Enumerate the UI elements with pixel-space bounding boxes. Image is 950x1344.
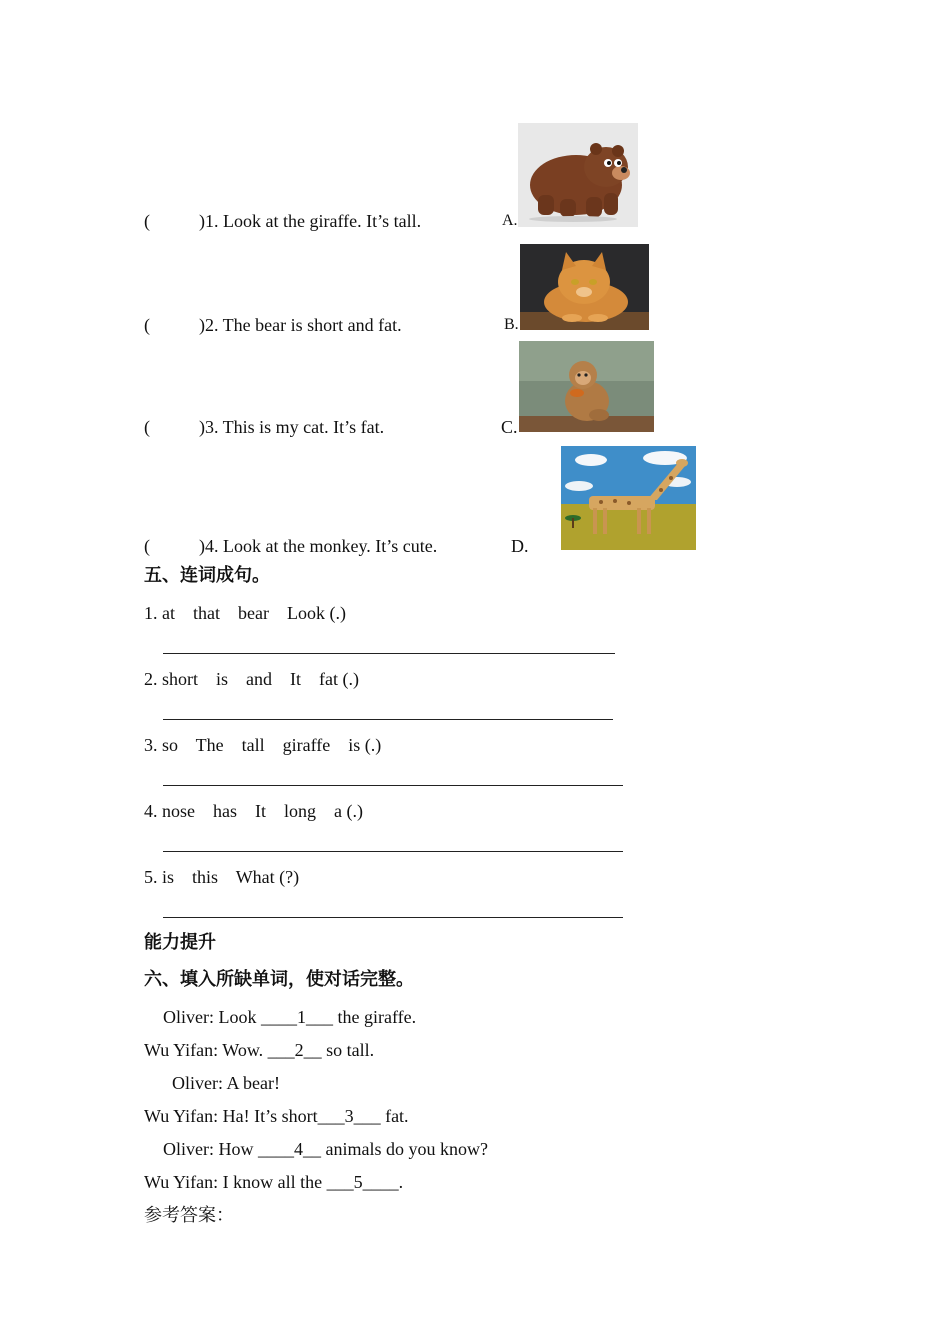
bear-picture [518,123,638,227]
item-text: )1. Look at the giraffe. It’s tall. [199,211,422,231]
answer-paren: ( [144,417,150,437]
answer-paren: ( [144,315,150,335]
giraffe-picture [561,446,696,550]
dialogue-line: Oliver: Look ____1___ the giraffe. [163,1007,417,1027]
word-list: 1. at that bear Look (.) [144,603,346,623]
word-list: 3. so The tall giraffe is (.) [144,735,382,755]
dialogue-line: Wu Yifan: I know all the ___5____. [144,1172,404,1192]
ability-heading: 能力提升 [144,932,216,953]
answer-paren: ( [144,536,150,556]
section-five-heading: 五、连词成句。 [144,565,270,586]
option-label: D. [511,536,529,556]
dialogue-line: Oliver: How ____4__ animals do you know? [163,1139,488,1159]
answers-heading: 参考答案： [144,1205,234,1226]
cat-picture [520,244,649,330]
answer-line [163,719,613,720]
option-label: A. [502,212,518,229]
option-label: C. [501,417,518,437]
item-text: )2. The bear is short and fat. [199,315,402,335]
answer-line [163,851,623,852]
section-six-heading: 六、填入所缺单词，使对话完整。 [144,969,414,990]
monkey-picture [519,341,654,432]
item-text: )3. This is my cat. It’s fat. [199,417,385,437]
dialogue-line: Wu Yifan: Wow. ___2__ so tall. [144,1040,375,1060]
answer-line [163,653,615,654]
dialogue-line: Oliver: A bear! [172,1073,280,1093]
item-text: )4. Look at the monkey. It’s cute. [199,536,438,556]
answer-line [163,785,623,786]
answer-paren: ( [144,211,150,231]
dialogue-line: Wu Yifan: Ha! It’s short___3___ fat. [144,1106,409,1126]
answer-line [163,917,623,918]
word-list: 2. short is and It fat (.) [144,669,359,689]
word-list: 4. nose has It long a (.) [144,801,363,821]
option-label: B. [504,316,519,333]
word-list: 5. is this What (?) [144,867,300,887]
